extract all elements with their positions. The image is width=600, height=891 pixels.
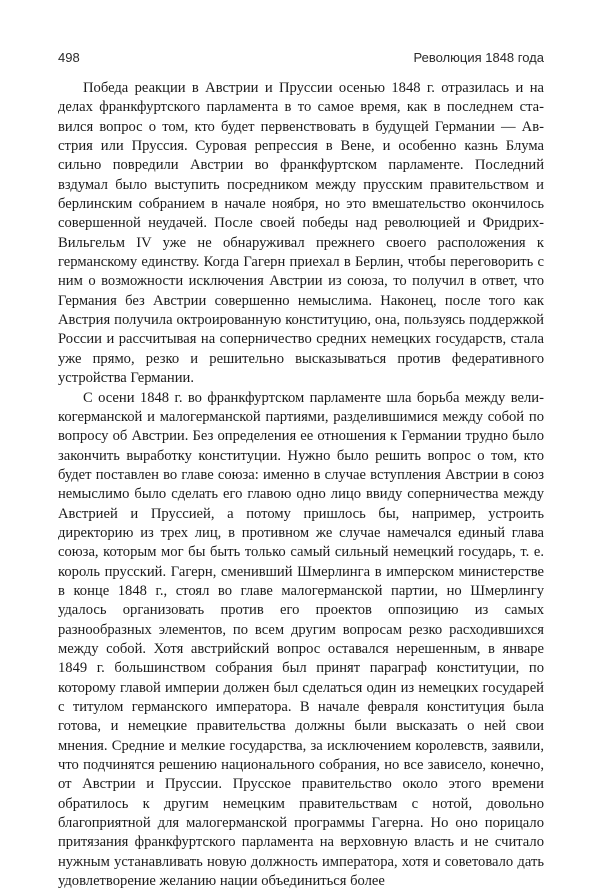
text-body — [58, 79, 544, 891]
paragraph: С осени 1848 г. во франкфуртском парламенте шла борьба между великогерманской и малогерманской партиями, разделившимися между собой по вопросу об Австрии. Без определения ее отношения к Германии трудно было закончить выработку конституции. Нужно было решить вопрос о том, кто будет поставлен во главе союза: именно в случае вступления Австрии в союз немыслимо было сделать его главою одно лицо ввиду соперничества между Австрией и Пруссией, а потому пришлось бы, например, устроить директорию из трех лиц, в противном же случае намечался единый глава союза, которым мог бы быть только самый сильный немецкий государь, т. е. король прусский. Гагерн, сменивший Шмерлинга в имперском министерстве в конце 1848 г., стоял во главе малогерманской партии, но Шмерлингу удалось организовать против его проектов оппозицию из самых разнообразных элементов, по всем другим вопросам резко расходившихся между собой. Хотя австрийский вопрос оставался нерешенным, в январе 1849 г. большинством собрания был принят параграф конституции, по которому главой империи должен был сделаться один из немецких государей с титулом германского императора. В начале февраля конституция была готова, и немецкие правительства должны были высказать о ней свои мнения. Средние и мелкие государства, за исключением королевств, заявили, что подчинятся решению национального собрания, но все зависело, конечно, от Австрии и Пруссии. Прусское правительство около этого времени обратилось к другим немецким правительствам с нотой, довольно благоприятной для малогерманской программы Гагерна. Но оно порицало притязания франкфуртского парламента на верховную власть и не считало нужным устанавливать новую должность императора, хотя и советовало дать удовлетворение желанию нации объединиться более — [58, 389, 544, 891]
paragraph: Победа реакции в Австрии и Пруссии осенью 1848 г. отразилась и на делах франкфуртского парламента в то самое время, как в последнем ставился вопрос о том, кто будет первенствовать в будущей Германии — Австрия или Пруссия. Суровая репрессия в Вене, и особенно казнь Блума сильно повредили Австрии во франкфуртском парламенте. Последний вздумал было выступить посредником между прусским правительством и берлинским собранием в начале ноября, но это вмешательство окончилось совершенной неудачей. После своей победы над революцией и Фридрих-Вильгельм IV уже не обнаруживал прежнего своего расположения к германскому единству. Когда Гагерн приехал в Берлин, чтобы переговорить с ним о возможности исключения Австрии из союза, то получил в ответ, что Германия без Австрии совершенно немыслима. Наконец, после того как Австрия получила октроированную конституцию, она, пользуясь поддержкой России и рассчитывая на соперничество средних немецких государств, стала уже прямо, резко и решительно высказываться против федеративного устройства Германии. — [58, 79, 544, 389]
chapter-title: Революция 1848 года — [414, 50, 544, 65]
running-head — [58, 50, 544, 70]
page-number: 498 — [58, 50, 80, 65]
